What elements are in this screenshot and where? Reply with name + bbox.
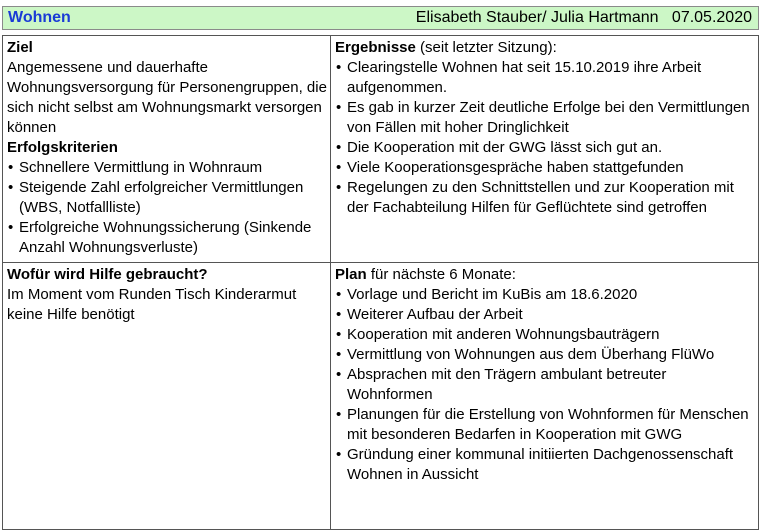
- content-table: [2, 35, 759, 530]
- list-item: • Absprachen mit den Trägern ambulant betreuter Wohnformen: [336, 366, 667, 403]
- list-item: • Vorlage und Bericht im KuBis am 18.6.2020: [336, 286, 638, 303]
- header-bar: [2, 6, 759, 30]
- list-item: • Vermittlung von Wohnungen aus dem Überhang FlüWo: [336, 346, 715, 363]
- list-item: • Steigende Zahl erfolgreicher Vermittlungen (WBS, Notfallliste): [8, 179, 304, 216]
- hilfe-text: Im Moment vom Runden Tisch Kinderarmut keine Hilfe benötigt: [7, 286, 297, 323]
- list-item: • Erfolgreiche Wohnungssicherung (Sinkende Anzahl Wohnungsverluste): [8, 219, 312, 256]
- ziel-heading: Ziel: [7, 39, 33, 56]
- ergebnisse-list: [335, 58, 755, 218]
- ergebnisse-cell: [335, 38, 755, 218]
- list-item: • Weiterer Aufbau der Arbeit: [336, 306, 523, 323]
- hilfe-heading: Wofür wird Hilfe gebraucht?: [7, 266, 208, 283]
- plan-cell: [335, 265, 755, 485]
- list-item: • Gründung einer kommunal initiierten Dachgenossenschaft Wohnen in Aussicht: [336, 446, 734, 483]
- ziel-text: Angemessene und dauerhafte Wohnungsversorgung für Personengruppen, die sich nicht selbst am Wohnungsmarkt versorgen können: [7, 59, 327, 136]
- plan-subheading: für nächste 6 Monate:: [366, 266, 516, 283]
- ergebnisse-heading: Ergebnisse: [335, 39, 416, 56]
- column-divider: [330, 36, 331, 529]
- row-divider: [3, 262, 758, 263]
- plan-heading-line: [335, 265, 755, 285]
- list-item: • Die Kooperation mit der GWG lässt sich gut an.: [336, 139, 663, 156]
- authors-date: Elisabeth Stauber/ Julia Hartmann 07.05.2020: [415, 9, 752, 26]
- list-item: • Regelungen zu den Schnittstellen und zur Kooperation mit der Fachabteilung Hilfen für Geflüchtete sind getroffen: [336, 179, 734, 216]
- list-item: • Planungen für die Erstellung von Wohnformen für Menschen mit besonderen Bedarfen in Kooperation mit GWG: [336, 406, 749, 443]
- section-title: Wohnen: [8, 9, 71, 26]
- kriterien-heading: Erfolgskriterien: [7, 139, 118, 156]
- plan-list: [335, 285, 755, 485]
- ergebnisse-heading-line: [335, 38, 755, 58]
- ergebnisse-subheading: (seit letzter Sitzung):: [415, 39, 557, 56]
- hilfe-cell: [7, 265, 329, 325]
- ziel-cell: [7, 38, 329, 258]
- kriterien-list: [7, 158, 329, 258]
- list-item: • Clearingstelle Wohnen hat seit 15.10.2019 ihre Arbeit aufgenommen.: [336, 59, 702, 96]
- list-item: • Viele Kooperationsgespräche haben stattgefunden: [336, 159, 684, 176]
- list-item: • Kooperation mit anderen Wohnungsbauträgern: [336, 326, 660, 343]
- plan-heading: Plan: [335, 266, 367, 283]
- list-item: • Es gab in kurzer Zeit deutliche Erfolge bei den Vermittlungen von Fällen mit hoher Dringlichkeit: [336, 99, 750, 136]
- list-item: • Schnellere Vermittlung in Wohnraum: [8, 159, 263, 176]
